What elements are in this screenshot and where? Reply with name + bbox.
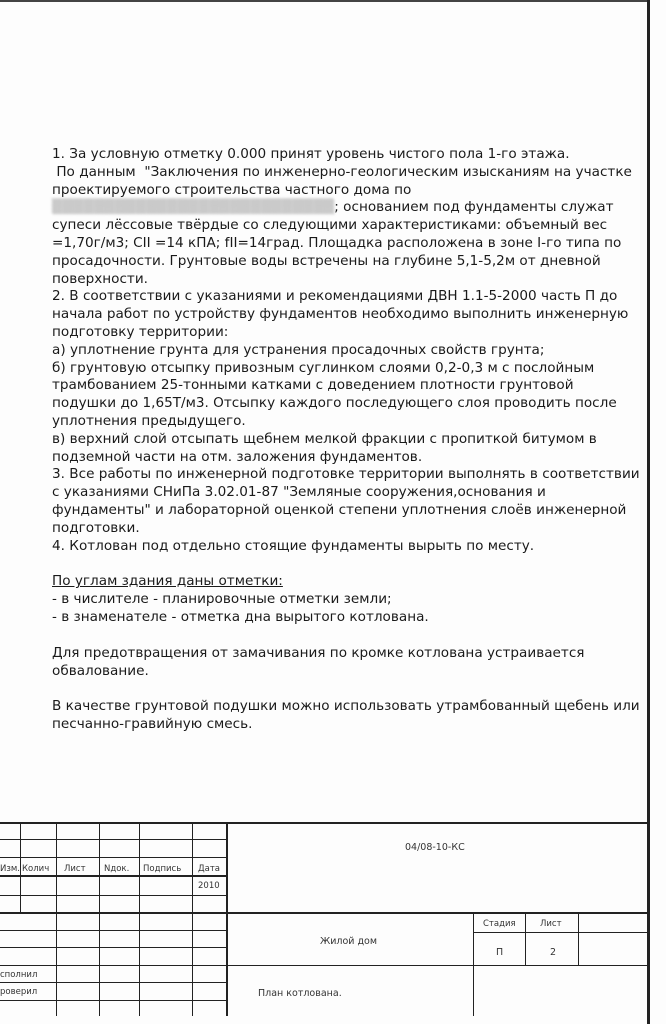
stamp-line xyxy=(0,822,648,824)
stamp-line xyxy=(525,912,526,966)
note-geology-text: ; основанием под фундаменты служат супеси лёссовые твёрдые со следующими характеристиками: объемный вес =1,70г/м3; CII =14 кПА; fII=14град. Площадка расположена в зоне I-го типа по просадочности. Грунтовые воды встречены на глубине 5,1-5,2м от дневной поверхности. xyxy=(52,199,626,287)
explanatory-notes xyxy=(52,146,642,734)
marks-item-denominator: - в знаменателе - отметка дна вырытого котлована. xyxy=(52,608,429,625)
stamp-line xyxy=(0,965,648,966)
stamp-line xyxy=(139,822,140,1016)
spacer xyxy=(52,555,642,573)
note-geology-details xyxy=(52,199,642,288)
note-2c: в) верхний слой отсыпать щебнем мелкой фракции с пропиткой битумом в подземной части на отм. заложения фундаментов. xyxy=(52,430,602,465)
role-executed: сполнил xyxy=(0,970,38,980)
note-geology-intro: По данным "Заключения по инженерно-геологическим изысканиям на участке проектируемого строительства частного дома по xyxy=(52,163,637,198)
col-ndok: Nдок. xyxy=(104,864,130,874)
role-checked: роверил xyxy=(0,987,38,997)
note-embankment: Для предотвращения от замачивания по кромке котлована устраивается обвалование. xyxy=(52,644,589,679)
col-list: Лист xyxy=(64,864,86,874)
sheet-value: 2 xyxy=(550,947,557,958)
year: 2010 xyxy=(198,881,220,891)
stamp-line xyxy=(99,822,100,1016)
stamp-line xyxy=(473,912,474,1016)
stage-label: Стадия xyxy=(483,919,516,929)
stamp-line xyxy=(0,912,648,914)
note-2: 2. В соответствии с указаниями и рекомендациями ДВН 1.1-5-2000 часть П до начала работ по устройству фундаментов необходимо выполнить инженерную подготовку территории: xyxy=(52,288,633,340)
note-3: 3. Все работы по инженерной подготовке территории выполнять в соответствии с указаниями СНиПа 3.02.01-87 "Земляные сооружения,основания и фундаменты" и лабораторной оценкой степени уплотнения слоёв инженерной подготовки. xyxy=(52,466,644,536)
note-2a: а) уплотнение грунта для устранения просадочных свойств грунта; xyxy=(52,341,545,358)
redacted-address: ▒▒▒▒▒▒▒▒▒▒▒▒▒▒▒▒▒▒▒▒▒▒▒▒▒▒▒ xyxy=(52,199,335,216)
page-top-edge xyxy=(0,0,650,2)
building-name: Жилой дом xyxy=(320,936,378,947)
stamp-line xyxy=(226,822,228,1016)
stage-value: П xyxy=(496,947,504,958)
note-cushion: В качестве грунтовой подушки можно использовать утрамбованный щебень или песчанно-гравийную смесь. xyxy=(52,698,644,733)
stamp-line xyxy=(192,822,193,1016)
spacer xyxy=(52,627,642,645)
note-2b: б) грунтовую отсыпку привозным суглинком слоями 0,2-0,3 м с послойным трамбованием 25-тонными катками с доведением плотности грунтовой подушки до 1,65Т/м3. Отсыпку каждого последующего слоя проводить после уплотнения предыдущего. xyxy=(52,359,622,429)
title-block xyxy=(0,822,648,1016)
project-code: 04/08-10-КС xyxy=(405,842,465,853)
col-kolich: Колич xyxy=(22,864,50,874)
stamp-line xyxy=(56,822,57,1016)
note-4: 4. Котлован под отдельно стоящие фундаменты вырыть по месту. xyxy=(52,537,535,554)
spacer xyxy=(52,680,642,698)
marks-heading: По углам здания даны отметки: xyxy=(52,573,283,590)
sheet-label: Лист xyxy=(540,919,562,929)
col-podpis: Подпись xyxy=(143,864,182,874)
note-1: 1. За условную отметку 0.000 принят уровень чистого пола 1-го этажа. xyxy=(52,146,570,162)
stamp-line xyxy=(20,822,21,912)
col-izm: Изм. xyxy=(0,864,20,874)
stamp-line xyxy=(473,932,648,933)
col-data: Дата xyxy=(198,864,221,874)
stamp-line xyxy=(578,912,579,966)
drawing-title: План котлована. xyxy=(258,988,342,999)
marks-item-numerator: - в числителе - планировочные отметки земли; xyxy=(52,591,392,608)
